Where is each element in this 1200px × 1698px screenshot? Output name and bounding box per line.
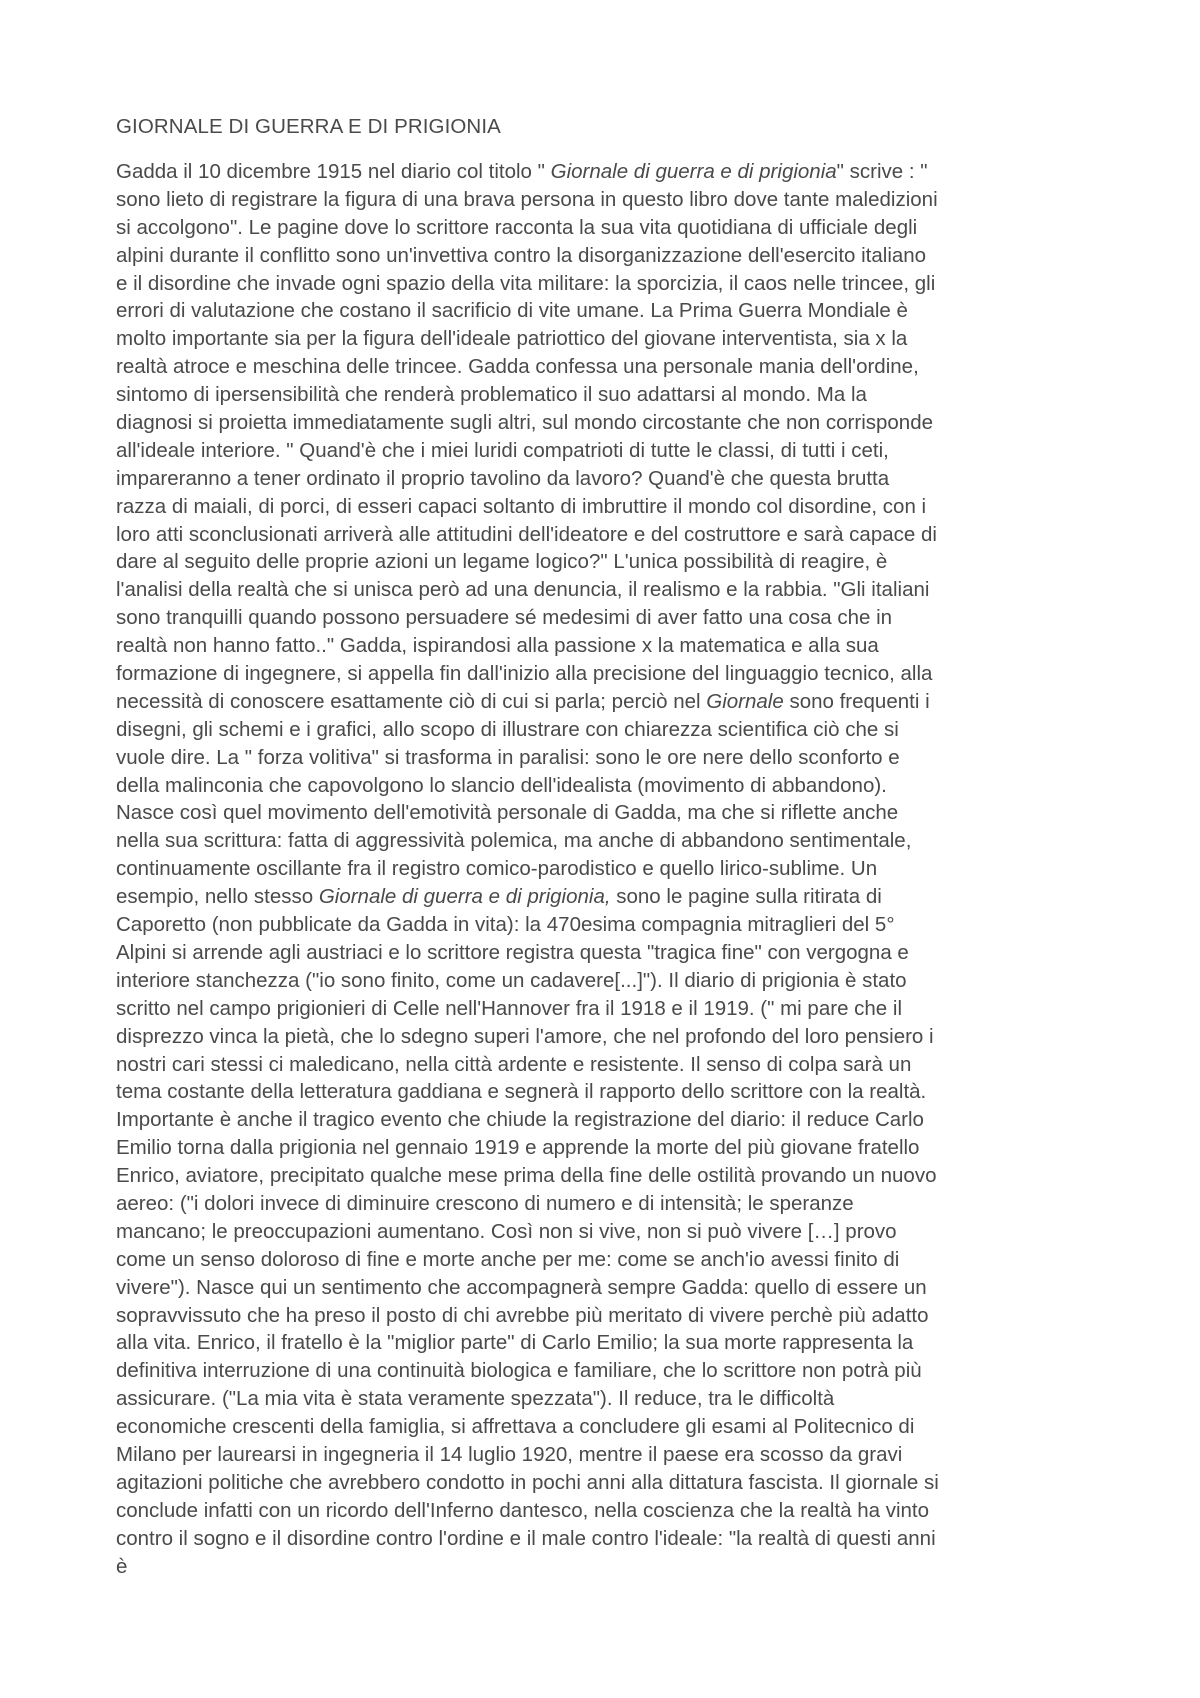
text-line [116, 409, 1102, 437]
text-line [116, 799, 1102, 827]
text-segment: necessità di conoscere esattamente ciò di cui si parla; perciò nel [116, 689, 707, 713]
text-segment: sopravvissuto che ha preso il posto di chi avrebbe più meritato di vivere perchè più adatto [116, 1303, 929, 1327]
text-segment: economiche crescenti della famiglia, si affrettava a concludere gli esami al Politecnico di [116, 1415, 915, 1439]
text-line [116, 186, 1102, 214]
text-line [116, 493, 1102, 521]
text-line [116, 353, 1102, 381]
text-segment: della malinconia che capovolgono lo slancio dell'idealista (movimento di abbandono). [116, 773, 887, 797]
text-line [116, 270, 1102, 298]
text-segment: definitiva interruzione di una continuità biologica e familiare, che lo scrittore non potrà più [116, 1359, 922, 1383]
text-line [116, 297, 1102, 325]
italic-text-segment: Giornale [706, 689, 784, 713]
text-line [116, 381, 1102, 409]
text-segment: razza di maiali, di porci, di esseri capaci soltanto di imbruttire il mondo col disordine, con i [116, 494, 927, 518]
text-line [116, 855, 1102, 883]
text-line [116, 437, 1102, 465]
text-segment: alla vita. Enrico, il fratello è la "miglior parte" di Carlo Emilio; la sua morte rappresenta la [116, 1331, 914, 1355]
text-segment: Emilio torna dalla prigionia nel gennaio 1919 e apprende la morte del più giovane fratello [116, 1136, 920, 1160]
text-segment: realtà non hanno fatto.." Gadda, ispirandosi alla passione x la matematica e alla sua [116, 634, 879, 658]
text-line [116, 1329, 1102, 1357]
text-segment: e il disordine che invade ogni spazio della vita militare: la sporcizia, il caos nelle trincee, gli [116, 271, 936, 295]
text-line [116, 1134, 1102, 1162]
text-segment: l'analisi della realtà che si unisca però ad una denuncia, il realismo e la rabbia. "Gli italiani [116, 578, 930, 602]
text-line [116, 1413, 1102, 1441]
text-segment: dare al seguito delle proprie azioni un legame logico?" L'unica possibilità di reagire, è [116, 550, 888, 574]
text-line [116, 1218, 1102, 1246]
text-line [116, 1162, 1102, 1190]
text-line [116, 883, 1102, 911]
text-segment: sono le pagine sulla ritirata di [610, 885, 882, 909]
text-line [116, 660, 1102, 688]
text-line [116, 1553, 1102, 1581]
text-line [116, 1246, 1102, 1274]
text-line [116, 632, 1102, 660]
text-line [116, 325, 1102, 353]
text-segment: come un senso doloroso di fine e morte anche per me: come se anch'io avessi finito di [116, 1247, 900, 1271]
document-body [116, 158, 1102, 1580]
text-segment: vuole dire. La " forza volitiva" si trasforma in paralisi: sono le ore nere dello sconforto e [116, 745, 900, 769]
text-segment: aereo: ("i dolori invece di diminuire crescono di numero e di intensità; le speranze [116, 1191, 854, 1215]
text-line [116, 1051, 1102, 1079]
text-line [116, 688, 1102, 716]
text-line [116, 967, 1102, 995]
text-segment: si accolgono". Le pagine dove lo scrittore racconta la sua vita quotidiana di ufficiale degli [116, 215, 918, 239]
text-segment: Importante è anche il tragico evento che chiude la registrazione del diario: il reduce Carlo [116, 1108, 924, 1132]
text-segment: mancano; le preoccupazioni aumentano. Così non si vive, non si può vivere […] provo [116, 1219, 897, 1243]
text-segment: sono lieto di registrare la figura di una brava persona in questo libro dove tante maledizioni [116, 187, 938, 211]
document-title: GIORNALE DI GUERRA E DI PRIGIONIA [116, 115, 501, 138]
text-segment: scritto nel campo prigionieri di Celle nell'Hannover fra il 1918 e il 1919. (" mi pare che il [116, 996, 903, 1020]
text-segment: Gadda il 10 dicembre 1915 nel diario col titolo " [116, 160, 551, 183]
text-segment: contro il sogno e il disordine contro l'ordine e il male contro l'ideale: "la realtà di questi anni [116, 1526, 936, 1550]
text-line [116, 1274, 1102, 1302]
text-line [116, 827, 1102, 855]
text-segment: vivere"). Nasce qui un sentimento che accompagnerà sempre Gadda: quello di essere un [116, 1275, 927, 1299]
text-line [116, 716, 1102, 744]
text-line [116, 465, 1102, 493]
text-line [116, 242, 1102, 270]
text-segment: loro atti sconclusionati arriverà alle attitudini dell'ideatore e del costruttore e sarà capace di [116, 522, 937, 546]
text-segment: Nasce così quel movimento dell'emotività personale di Gadda, ma che si riflette anche [116, 801, 899, 825]
text-line [116, 1525, 1102, 1553]
text-segment: Caporetto (non pubblicate da Gadda in vita): la 470esima compagnia mitraglieri del 5° [116, 913, 895, 937]
text-segment: esempio, nello stesso [116, 885, 319, 909]
text-line [116, 1023, 1102, 1051]
text-segment: diagnosi si proietta immediatamente sugli altri, sul mondo circostante che non corrisponde [116, 411, 934, 435]
text-segment: alpini durante il conflitto sono un'invettiva contro la disorganizzazione dell'esercito italiano [116, 243, 927, 267]
text-segment: sintomo di ipersensibilità che renderà problematico il suo adattarsi al mondo. Ma la [116, 383, 867, 407]
text-segment: errori di valutazione che costano il sacrificio di vite umane. La Prima Guerra Mondiale è [116, 299, 908, 323]
text-segment: all'ideale interiore. " Quand'è che i miei luridi compatrioti di tutte le classi, di tutti i ceti, [116, 438, 889, 462]
text-line [116, 158, 1102, 186]
text-segment: agitazioni politiche che avrebbero condotto in pochi anni alla dittatura fascista. Il giornale si [116, 1470, 939, 1494]
text-segment: continuamente oscillante fra il registro comico-parodistico e quello lirico-sublime. Un [116, 857, 878, 881]
text-line [116, 1441, 1102, 1469]
text-segment: Enrico, aviatore, precipitato qualche mese prima della fine delle ostilità provando un nuovo [116, 1164, 937, 1188]
text-line [116, 1302, 1102, 1330]
text-line [116, 1469, 1102, 1497]
text-line [116, 604, 1102, 632]
text-line [116, 521, 1102, 549]
text-line [116, 939, 1102, 967]
italic-text-segment: Giornale di guerra e di prigionia, [318, 885, 611, 909]
text-segment: assicurare. ("La mia vita è stata veramente spezzata"). Il reduce, tra le difficoltà [116, 1387, 835, 1411]
text-line [116, 214, 1102, 242]
text-segment: molto importante sia per la figura dell'ideale patriottico del giovane interventista, sia x la [116, 327, 908, 351]
text-line [116, 1385, 1102, 1413]
text-line [116, 744, 1102, 772]
text-segment: impareranno a tener ordinato il proprio tavolino da lavoro? Quand'è che questa brutta [116, 466, 890, 490]
text-segment: nostri cari stessi ci maledicano, nella città ardente e resistente. Il senso di colpa sarà un [116, 1052, 912, 1076]
text-line [116, 1078, 1102, 1106]
italic-text-segment: Giornale di guerra e di prigionia [550, 160, 837, 183]
text-line [116, 548, 1102, 576]
text-segment: conclude infatti con un ricordo dell'Inferno dantesco, nella coscienza che la realtà ha vinto [116, 1498, 930, 1522]
text-line [116, 911, 1102, 939]
text-line [116, 576, 1102, 604]
text-segment: sono frequenti i [783, 689, 930, 713]
text-line [116, 995, 1102, 1023]
text-segment: disprezzo vinca la pietà, che lo sdegno superi l'amore, che nel profondo del loro pensiero i [116, 1024, 934, 1048]
text-line [116, 1106, 1102, 1134]
text-segment: tema costante della letteratura gaddiana e segnerà il rapporto dello scrittore con la realtà. [116, 1080, 927, 1104]
text-line [116, 772, 1102, 800]
text-segment: realtà atroce e meschina delle trincee. Gadda confessa una personale mania dell'ordine, [116, 355, 919, 379]
text-segment: Alpini si arrende agli austriaci e lo scrittore registra questa "tragica fine" con vergogna e [116, 940, 909, 964]
text-line [116, 1357, 1102, 1385]
text-line [116, 1190, 1102, 1218]
text-segment: formazione di ingegnere, si appella fin dall'inizio alla precisione del linguaggio tecnico, alla [116, 662, 933, 686]
text-segment: nella sua scrittura: fatta di aggressività polemica, ma anche di abbandono sentimentale, [116, 829, 912, 853]
text-segment: sono tranquilli quando possono persuadere sé medesimi di aver fatto una cosa che in [116, 606, 893, 630]
text-segment: Milano per laurearsi in ingegneria il 14 luglio 1920, mentre il paese era scosso da gravi [116, 1442, 903, 1466]
text-segment: disegni, gli schemi e i grafici, allo scopo di illustrare con chiarezza scientifica ciò che si [116, 717, 899, 741]
text-segment: " scrive : " [836, 160, 928, 183]
text-segment: interiore stanchezza ("io sono finito, come un cadavere[...]"). Il diario di prigionia è stato [116, 968, 907, 992]
text-line [116, 1497, 1102, 1525]
text-segment: è [116, 1554, 128, 1578]
